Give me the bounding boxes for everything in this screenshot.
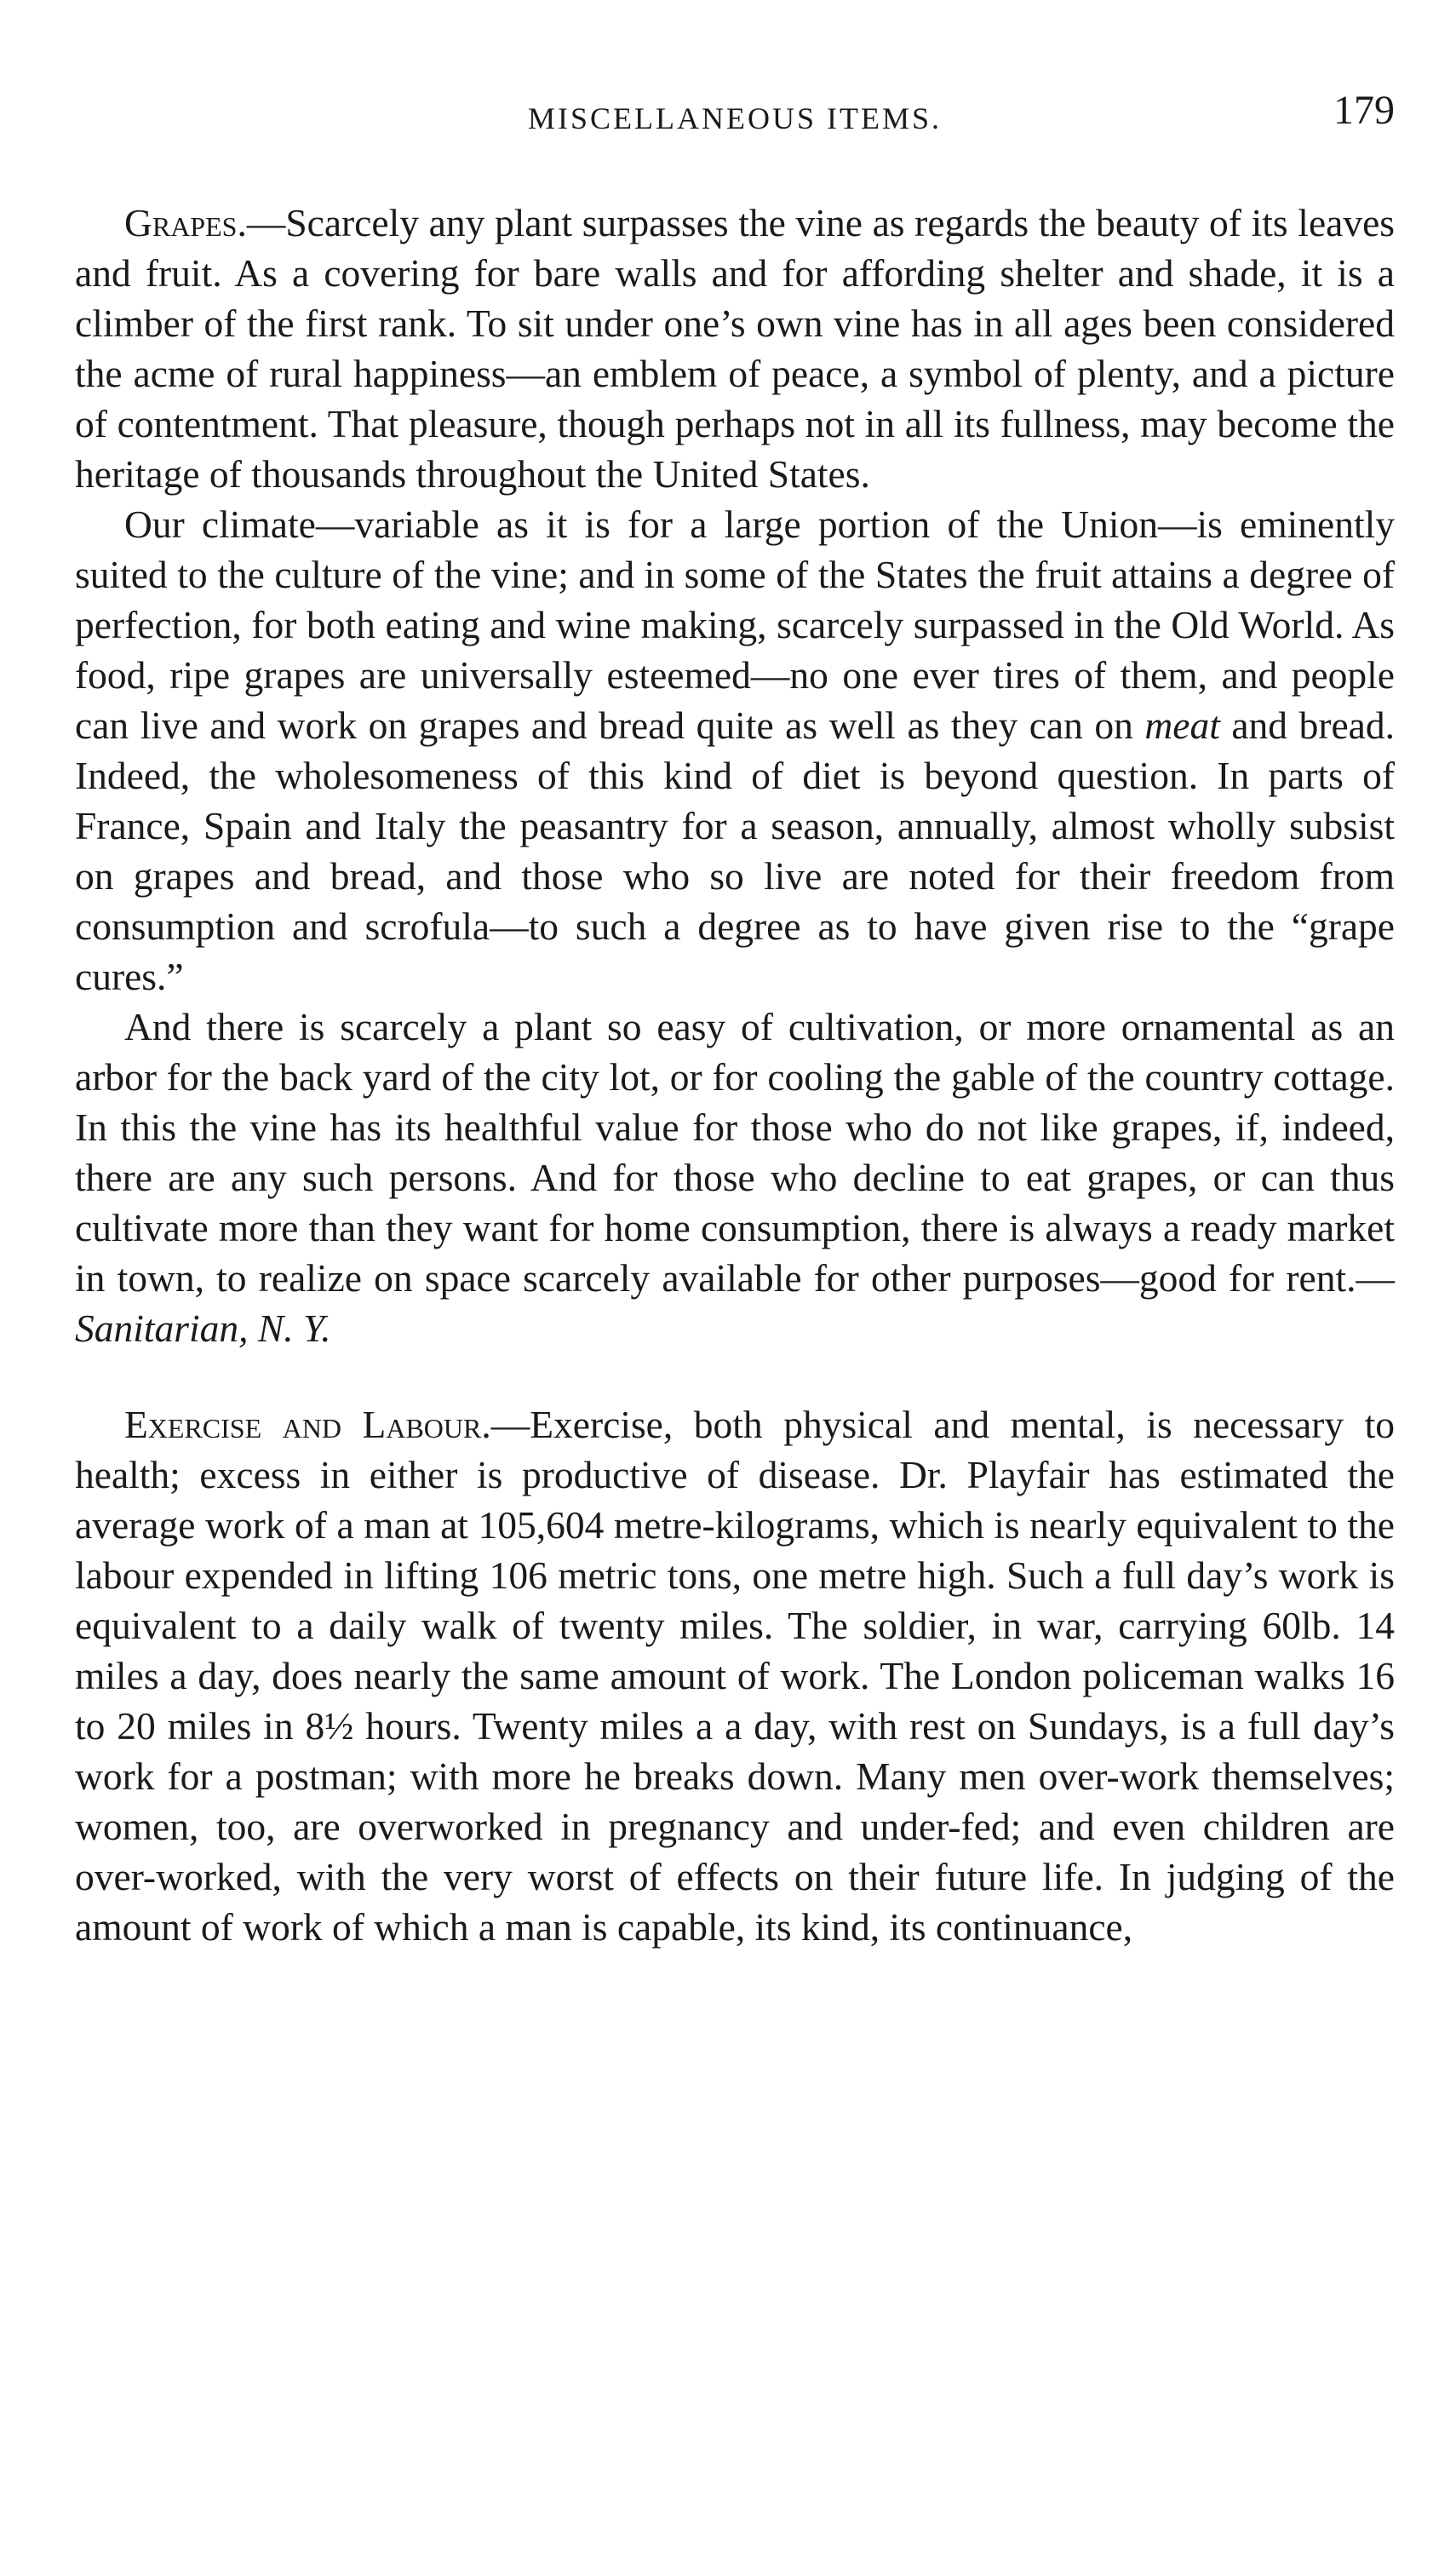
paragraph <box>75 499 1395 1002</box>
section-exercise <box>75 1399 1395 1952</box>
paragraph-text: and bread. Indeed, the wholesomeness of this kind of diet is beyond question. In parts of France, Spain and Italy the peasantry for a season, annually, almost wholly subsist on grapes and bread, and those who so live are noted for their freedom from consumption and scrofula—to such a degree as to have given rise to the “grape cures.” <box>75 703 1395 998</box>
book-page <box>75 85 1395 2521</box>
paragraph <box>75 198 1395 499</box>
paragraph-text: And there is scarcely a plant so easy of cultivation, or more ornamental as an arbor for the back yard of the city lot, or for cooling the gable of the country cottage. In this the vine has its healthful value for those who do not like grapes, if, indeed, there are any such persons. And for those who decline to eat grapes, or can thus cultivate more than they want for home consumption, there is always a ready market in town, to realize on space scarcely available for other purposes—good for rent.— <box>75 1005 1395 1300</box>
paragraph-text: —Scarcely any plant surpasses the vine as regards the beauty of its leaves and fruit. As a covering for bare walls and for affording shelter and shade, it is a climber of the first rank. To sit under one’s own vine has in all ages been considered the acme of rural happiness—an emblem of peace, a symbol of plenty, and a picture of contentment. That pleasure, though perhaps not in all its fullness, may become the heritage of thousands throughout the United States. <box>75 201 1395 496</box>
section-grapes <box>75 198 1395 1353</box>
paragraph <box>75 1399 1395 1952</box>
source-citation: Sanitarian, N. Y. <box>75 1306 331 1350</box>
section-divider <box>75 1353 1395 1399</box>
running-title: MISCELLANEOUS ITEMS. <box>527 101 942 135</box>
page-number: 179 <box>1333 88 1395 133</box>
paragraph-text: —Exercise, both physical and mental, is necessary to health; excess in either is productive of disease. Dr. Playfair has estimated the average work of a man at 105,604 metre-kilograms, which is nearly equivalent to the labour expended in lifting 106 metric tons, one metre high. Such a full day’s work is equivalent to a daily walk of twenty miles. The soldier, in war, carrying 60lb. 14 miles a day, does nearly the same amount of work. The London policeman walks 16 to 20 miles in 8½ hours. Twenty miles a a day, with rest on Sundays, is a full day’s work for a postman; with more he breaks down. Many men over-work themselves; women, too, are overworked in pregnancy and under-fed; and even children are over-worked, with the very worst of effects on their future life. In judging of the amount of work of which a man is capable, its kind, its continuance, <box>75 1403 1395 1949</box>
paragraph <box>75 1002 1395 1353</box>
section-lead: Grapes. <box>124 201 247 244</box>
emphasis-text: meat <box>1144 703 1220 747</box>
section-lead: Exercise and Labour. <box>124 1403 491 1446</box>
running-head <box>75 85 1395 145</box>
paragraph-text: Our climate—variable as it is for a large portion of the Union—is eminently suited to the culture of the vine; and in some of the States the fruit attains a degree of perfection, for both eating and wine making, scarcely surpassed in the Old World. As food, ripe grapes are universally esteemed—no one ever tires of them, and people can live and work on grapes and bread quite as well as they can on <box>75 502 1395 747</box>
